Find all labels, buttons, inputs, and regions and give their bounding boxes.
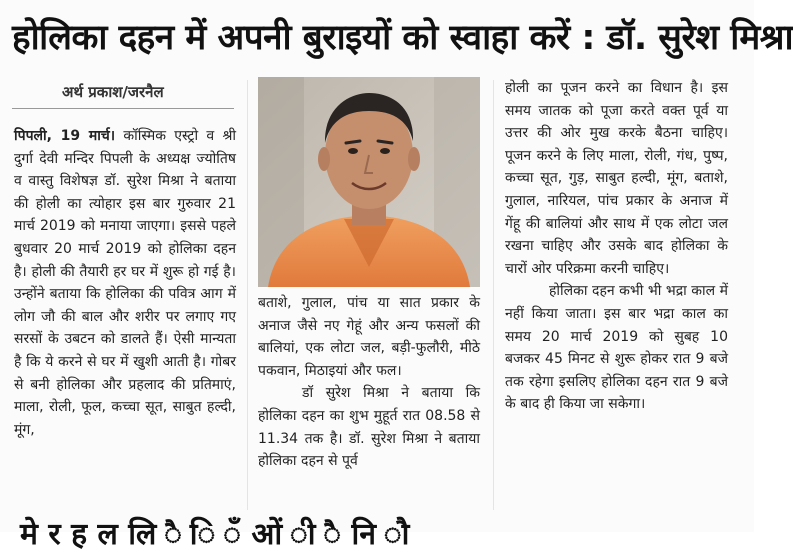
column-3-paragraph-2: होलिका दहन कभी भी भद्रा काल में नहीं किया जाता। इस बार भद्रा काल का समय 20 मार्च 2019 को सुबह 10 बजकर 45 मिनट से शुरू होकर रात 9 बजे तक रहेगा इसलिए होलिका दहन रात 9 बजे के बाद ही किया जा सकेगा। [505, 283, 728, 413]
column-1 [14, 125, 236, 441]
next-headline-fragment [0, 516, 754, 552]
portrait-photo [258, 77, 480, 287]
next-headline-text: मे र ह ल लि ै ि ँ ओं ी ै नि ौ [20, 517, 410, 552]
dateline: पिपली, 19 मार्च। [14, 128, 116, 144]
headline: होलिका दहन में अपनी बुराइयों को स्वाहा करें : डॉ. सुरेश मिश्रा [12, 18, 793, 58]
column-2 [258, 292, 480, 473]
column-divider [247, 80, 248, 510]
column-1-text: कॉस्मिक एस्ट्रो व श्री दुर्गा देवी मन्दिर पिपली के अध्यक्ष ज्योतिष व वास्तु विशेषज्ञ डॉ. सुरेश मिश्रा ने बताया की होली का त्योहार इस बार गुरुवार 21 मार्च 2019 को मनाया जाएगा। इससे पहले बुधवार 20 मार्च 2019 को होलिका दहन है। होली की तैयारी हर घर में शुरू हो गई है। उन्होंने बताया कि होलिका की पवित्र आग में लोग जौ की बाल और शरीर पर लगाए गए सरसों के उबटन को डालते हैं। ऐसी मान्यता है कि ये करने से घर में खुशी आती है। गोबर से बनी होलिका और प्रहलाद की प्रतिमाएं, माला, रोली, फूल, कच्चा सूत, साबुत हल्दी, मूंग, [14, 128, 237, 438]
byline-rule [12, 108, 234, 109]
column-2-paragraph-2: डॉ सुरेश मिश्रा ने बताया कि होलिका दहन का शुभ मुहूर्त रात 08.58 से 11.34 तक है। डॉ. सुरेश मिश्रा ने बताया होलिका दहन से पूर्व [258, 385, 480, 470]
portrait-image [258, 77, 480, 287]
column-2-paragraph-1: बताशे, गुलाल, पांच या सात प्रकार के अनाज जैसे नए गेहूं और अन्य फसलों की बालियां, एक लोटा जल, बड़ी-फुलौरी, मीठे पकवान, मिठाइयां और फल। [258, 295, 480, 379]
column-3 [505, 77, 728, 416]
byline: अर्थ प्रकाश/जरनैल [62, 83, 164, 101]
column-3-paragraph-1: होली का पूजन करने का विधान है। इस समय जातक को पूजा करते वक्त पूर्व या उत्तर की ओर मुख करके बैठना चाहिए। पूजन करने के लिए माला, रोली, गंध, पुष्प, कच्चा सूत, गुड़, साबुत हल्दी, मूंग, बताशे, गुलाल, नारियल, पांच प्रकार के अनाज में गेंहू की बालियां और साथ में एक लोटा जल रखना चाहिए और उसके बाद होलिका के चारों ओर परिक्रमा करनी चाहिए। [505, 80, 728, 277]
column-divider [493, 80, 494, 510]
